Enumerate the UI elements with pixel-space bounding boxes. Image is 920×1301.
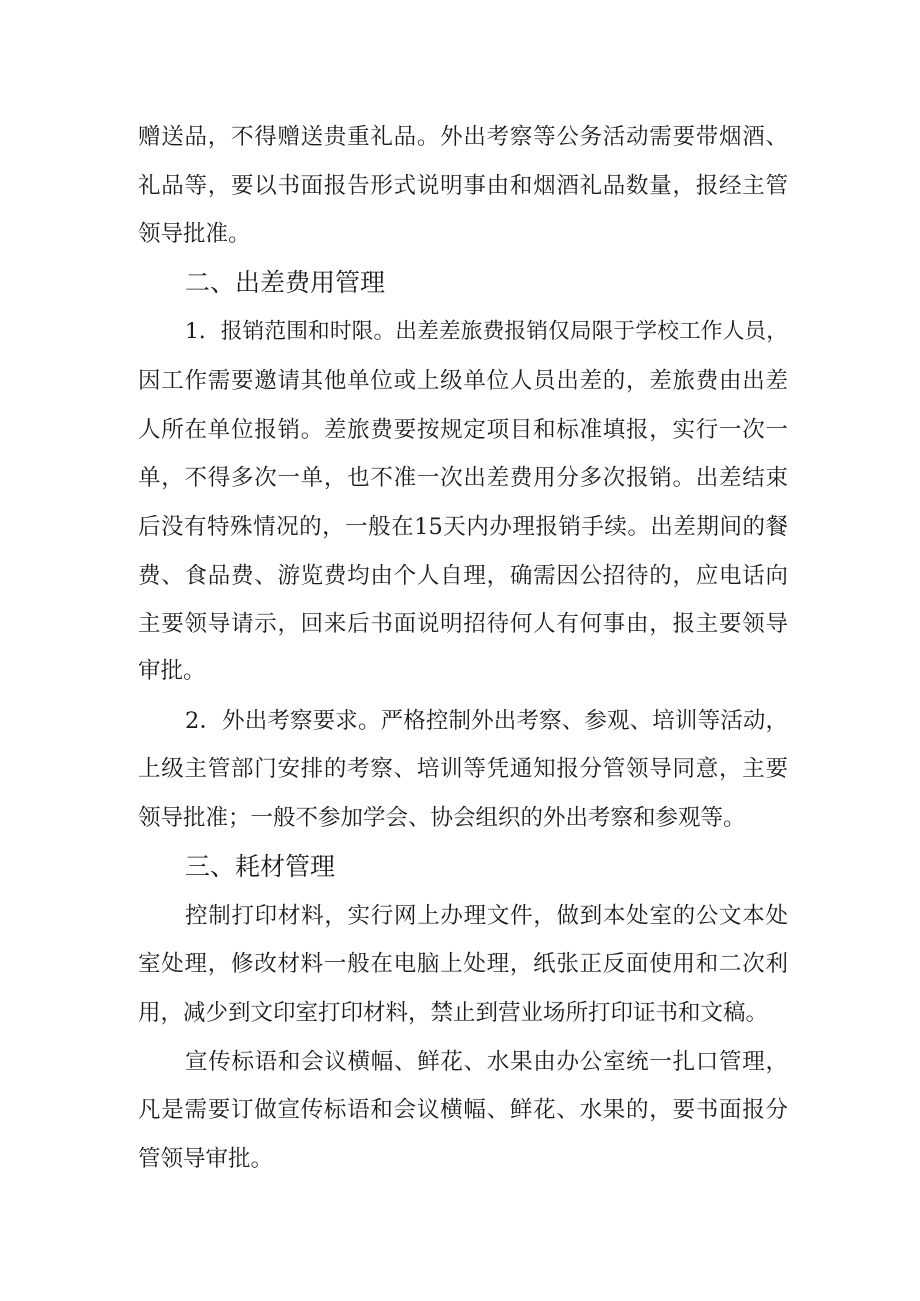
paragraph-line: 因工作需要邀请其他单位或上级单位人员出差的，差旅费由出差 — [138, 368, 788, 394]
paragraph-line: 管领导审批。 — [138, 1146, 274, 1172]
paragraph-line: 用，减少到文印室打印材料，禁止到营业场所打印证书和文稿。 — [138, 1000, 769, 1026]
paragraph-line: 宣传标语和会议横幅、鲜花、水果由办公室统一扎口管理， — [185, 1049, 788, 1075]
paragraph-line: 室处理，修改材料一般在电脑上处理，纸张正反面使用和二次利 — [138, 951, 788, 977]
paragraph-line: 礼品等，要以书面报告形式说明事由和烟酒礼品数量，报经主管 — [138, 173, 788, 199]
paragraph-line: 费、食品费、游览费均由个人自理，确需因公招待的，应电话向 — [138, 563, 788, 589]
paragraph-line: 凡是需要订做宣传标语和会议横幅、鲜花、水果的，要书面报分 — [138, 1097, 788, 1123]
paragraph-line: 控制打印材料，实行网上办理文件，做到本处室的公文本处 — [185, 903, 788, 929]
paragraph-line: 后没有特殊情况的，一般在15天内办理报销手续。出差期间的餐 — [138, 514, 788, 540]
paragraph-line: 领导批准。 — [138, 221, 251, 247]
section-heading-travel-expenses: 二、出差费用管理 — [185, 268, 386, 297]
paragraph-line: 人所在单位报销。差旅费要按规定项目和标准填报，实行一次一 — [138, 417, 788, 443]
paragraph-line: 上级主管部门安排的考察、培训等凭通知报分管领导同意，主要 — [138, 756, 788, 782]
paragraph-line: 审批。 — [138, 658, 206, 684]
paragraph-line: 1．报销范围和时限。出差差旅费报销仅局限于学校工作人员， — [185, 319, 788, 344]
paragraph-line: 领导批准；一般不参加学会、协会组织的外出考察和参观等。 — [138, 805, 746, 831]
paragraph-line: 赠送品，不得赠送贵重礼品。外出考察等公务活动需要带烟酒、 — [138, 124, 788, 150]
paragraph-line: 主要领导请示，回来后书面说明招待何人有何事由，报主要领导 — [138, 611, 788, 637]
section-heading-consumables: 三、耗材管理 — [185, 852, 336, 881]
paragraph-line: 单，不得多次一单，也不准一次出差费用分多次报销。出差结束 — [138, 465, 788, 491]
paragraph-line: 2．外出考察要求。严格控制外出考察、参观、培训等活动， — [185, 708, 788, 734]
